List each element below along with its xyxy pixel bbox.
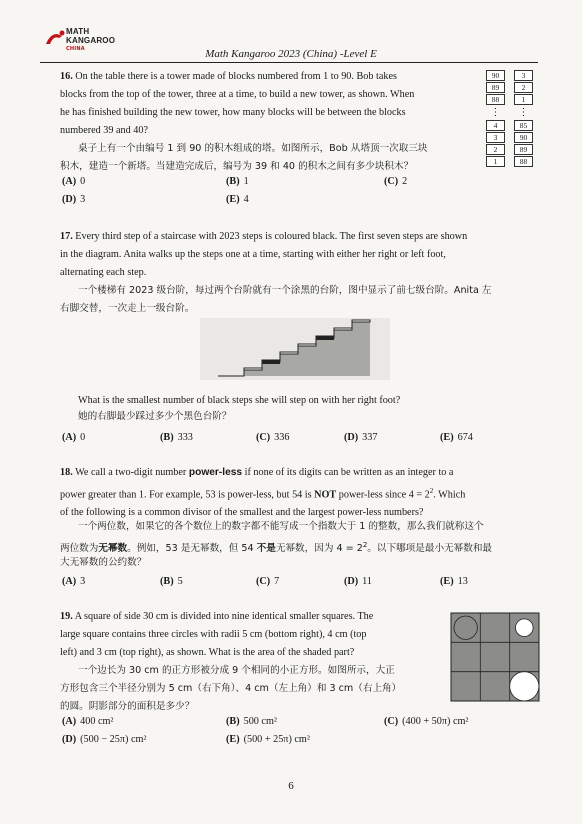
option-value: 7 [274,576,280,587]
q16-old-tower [486,70,505,168]
circle-top-left [454,616,477,639]
q16-number: 16. [60,71,73,82]
option-value: 4 [243,194,249,205]
q18-option-c[interactable] [256,576,279,587]
block: 1 [486,156,505,167]
option-label: (D) [62,194,77,205]
option-label: (E) [440,576,454,587]
q19-option-a[interactable] [62,716,114,727]
q19-text-en [60,608,440,662]
option-label: (C) [384,716,399,727]
block: 4 [486,120,505,131]
option-value: 674 [457,432,473,443]
q16-tower-diagram [486,70,546,166]
option-label: (C) [256,576,271,587]
option-value: 1 [243,176,249,187]
block: 2 [486,144,505,155]
q16-option-d[interactable] [62,194,85,205]
circle-top-right [516,619,534,637]
q18-option-e[interactable] [440,576,468,587]
option-value: 333 [177,432,193,443]
logo-line-2: KANGAROO [66,35,116,45]
block: 3 [486,132,505,143]
ellipsis: ⋮ [518,107,529,118]
option-value: 11 [362,576,372,587]
option-label: (A) [62,432,77,443]
q16-new-tower [514,70,533,168]
staircase-diagram [200,318,390,380]
logo-line-1: MATH [66,27,90,36]
q18-option-d[interactable] [344,576,372,587]
block: 3 [514,70,533,81]
option-label: (C) [256,432,271,443]
block: 88 [486,94,505,105]
q18-not-cn: 不是 [256,543,276,555]
option-value: 337 [362,432,378,443]
block: 2 [514,82,533,93]
option-label: (D) [344,576,359,587]
q19-text-cn-3: 的圆。阴影部分的面积是多少？ [60,701,195,712]
option-value: 13 [457,576,468,587]
q18-not: NOT [314,489,337,501]
option-label: (E) [226,194,240,205]
q17-line: Every third step of a staircase with 2023 steps is coloured black. The first seven steps are shown [75,231,468,242]
q19-text-cn: 一个边长为 30 cm 的正方形被分成 9 个相同的小正方形。如图所示，大正 [78,665,395,676]
q18-cn-text: 。以下哪项是最小无幂数和最 [367,543,493,555]
q18-text-cn-3: 大无幂数的公约数？ [60,557,147,568]
q18-cn-text: 两位数为 [60,543,99,555]
option-value: 500 cm² [243,716,277,727]
circle-bottom-right [510,672,539,701]
q18-term: power-less [188,467,243,478]
block: 85 [514,120,533,131]
block: 89 [514,144,533,155]
block: 88 [514,156,533,167]
q18-text: We call a two-digit number [75,467,189,478]
q18-text: power greater than 1. For example, 53 is power-less, but 54 is [60,489,315,501]
q18-text-cn: 一个两位数，如果它的各个数位上的数字都不能写成一个指数大于 1 的整数，那么我们就称这个 [78,521,484,532]
q17-option-a[interactable] [62,432,85,443]
q16-line: numbered 39 and 40? [60,125,148,136]
page-number: 6 [288,780,294,792]
option-value: 400 cm² [80,716,114,727]
q17-text-cn [78,282,538,300]
q18-number: 18. [60,467,73,478]
q16-text-en [60,68,480,140]
option-label: (A) [62,576,77,587]
option-label: (B) [226,176,240,187]
q18-text-en [60,464,540,522]
kangaroo-icon [44,28,66,48]
option-label: (D) [344,432,359,443]
q17-text-cn-2 [60,300,520,318]
q18-option-b[interactable] [160,576,183,587]
q18-option-a[interactable] [62,576,85,587]
option-label: (A) [62,176,77,187]
q19-line: large square contains three circles with radii 5 cm (bottom right), 4 cm (top [60,629,367,640]
q16-line: blocks from the top of the tower, three at a time, to build a new tower, as shown. When [60,89,415,100]
option-label: (A) [62,716,77,727]
option-value: 2 [402,176,408,187]
option-value: 3 [80,194,86,205]
q18-cn-text: 无幂数，因为 4 = 2 [275,543,363,555]
q16-text-cn-2 [60,158,480,176]
q17-option-e[interactable] [440,432,473,443]
logo-line-3: CHINA [66,46,85,52]
exponent: 2 [362,541,368,549]
q18-text: if none of its digits can be written as an integer to a [242,467,454,478]
option-label: (E) [226,734,240,745]
block: 90 [514,132,533,143]
option-value: 3 [80,576,86,587]
option-value: (500 + 25π) cm² [243,734,310,745]
q17-option-c[interactable] [256,432,289,443]
q19-option-b[interactable] [226,716,277,727]
option-label: (B) [226,716,240,727]
option-value: 336 [274,432,290,443]
q18-cn-text: 。例如，53 是无幂数，但 54 [127,543,257,555]
exponent: 2 [429,487,434,495]
q17-number: 17. [60,231,73,242]
q18-line: of the following is a common divisor of the smallest and the largest power-less numbers? [60,507,424,519]
q17-line: alternating each step. [60,267,147,278]
q18-text: power-less since 4 = 2 [336,489,430,501]
q18-term-cn: 无幂数 [98,543,128,555]
q16-cn-line: 桌子上有一个由编号 1 到 90 的积木组成的塔。如图所示，Bob 从塔顶一次取三块 [78,143,428,154]
q19-option-c[interactable] [384,716,468,727]
option-value: 0 [80,432,86,443]
ellipsis: ⋮ [490,107,501,118]
option-label: (E) [440,432,454,443]
q16-option-b[interactable] [226,176,249,187]
option-value: 0 [80,176,86,187]
option-value: 5 [177,576,183,587]
q16-line: On the table there is a tower made of blocks numbered from 1 to 90. Bob takes [75,71,397,82]
q17-question-en: What is the smallest number of black steps she will step on with her right foot? [78,395,401,406]
q19-option-e[interactable] [226,734,310,745]
q16-option-a[interactable] [62,176,85,187]
q17-option-d[interactable] [344,432,377,443]
option-label: (D) [62,734,77,745]
q16-option-e[interactable] [226,194,249,205]
q16-option-c[interactable] [384,176,407,187]
header-divider [40,62,538,63]
q16-text-cn [78,140,478,158]
q19-line: left) and 3 cm (top right), as shown. What is the area of the shaded part? [60,647,355,658]
q18-text: . Which [433,489,466,501]
option-value: (500 − 25π) cm² [80,734,147,745]
q16-cn-line: 积木，建造一个新塔。当建造完成后，编号为 39 和 40 的积木之间有多少块积木？ [60,161,414,172]
q19-line: A square of side 30 cm is divided into nine identical smaller squares. The [74,611,374,622]
q17-option-b[interactable] [160,432,193,443]
q17-cn-line: 右脚交替，一次走上一级台阶。 [60,303,195,314]
q17-question-cn: 她的右脚最少踩过多少个黑色台阶？ [78,411,232,422]
page-header-title: Math Kangaroo 2023 (China) -Level E [205,48,377,60]
option-label: (B) [160,576,174,587]
q19-text-cn-2: 方形包含三个半径分别为 5 cm（右下角）、4 cm（左上角）和 3 cm（右上角） [60,683,402,694]
option-label: (C) [384,176,399,187]
q17-line: in the diagram. Anita walks up the steps one at a time, starting with either her right or left foot, [60,249,446,260]
q17-text-en [60,228,540,282]
block: 1 [514,94,533,105]
q16-line: he has finished building the new tower, how many blocks will be between the blocks [60,107,406,118]
block: 90 [486,70,505,81]
q19-number: 19. [60,611,73,622]
option-label: (B) [160,432,174,443]
q17-cn-line: 一个楼梯有 2023 级台阶，每过两个台阶就有一个涂黑的台阶，图中显示了前七级台阶。Anita 左 [78,285,492,296]
q19-square-diagram [450,612,540,702]
block: 89 [486,82,505,93]
option-value: (400 + 50π) cm² [402,716,469,727]
q19-option-d[interactable] [62,734,146,745]
